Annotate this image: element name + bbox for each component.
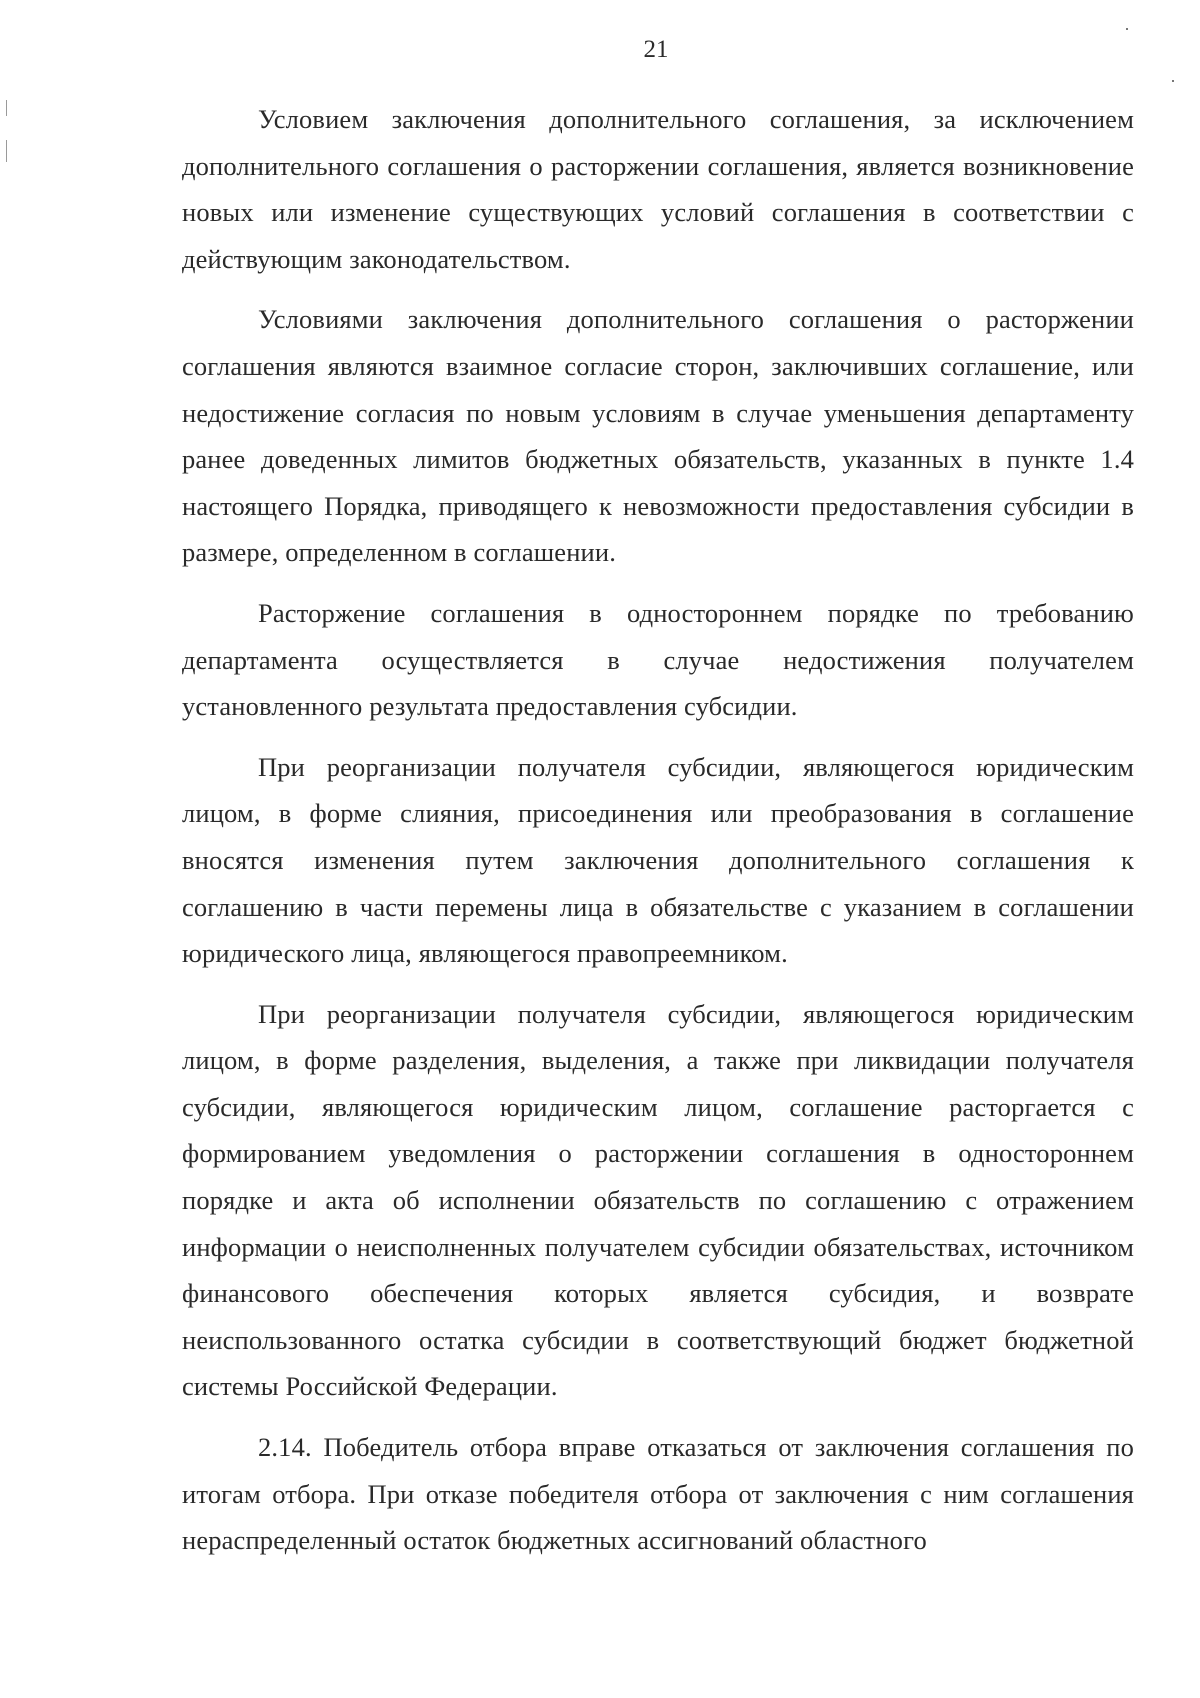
scan-artifact-dot	[1172, 80, 1174, 82]
paragraph: Условиями заключения дополнительного соглашения о расторжении соглашения являются взаимное согласие сторон, заключивших соглашение, или недостижение согласия по новым условиям в случае уменьшения департаменту ранее доведенных лимитов бюджетных обязательств, указанных в пункте 1.4 настоящего Порядка, приводящего к невозможности предоставления субсидии в размере, определенном в соглашении.	[182, 304, 1134, 568]
document-body	[182, 96, 1134, 1578]
paragraph: При реорганизации получателя субсидии, являющегося юридическим лицом, в форме разделения, выделения, а также при ликвидации получателя субсидии, являющегося юридическим лицом, соглашение расторгается с формированием уведомления о расторжении соглашения в одностороннем порядке и акта об исполнении обязательств по соглашению с отражением информации о неисполненных получателем субсидии обязательствах, источником финансового обеспечения которых является субсидия, и возврате неиспользованного остатка субсидии в соответствующий бюджет бюджетной системы Российской Федерации.	[182, 998, 1134, 1402]
page-number: 21	[643, 36, 669, 63]
paragraph: Расторжение соглашения в одностороннем порядке по требованию департамента осуществляется в случае недостижения получателем установленного результата предоставления субсидии.	[182, 597, 1134, 722]
scan-artifact-dot	[1126, 28, 1128, 30]
scan-artifact-line	[6, 100, 7, 116]
paragraph: 2.14. Победитель отбора вправе отказаться от заключения соглашения по итогам отбора. При отказе победителя отбора от заключения с ним соглашения нераспределенный остаток бюджетных ассигнований областного	[182, 1432, 1134, 1556]
paragraph: При реорганизации получателя субсидии, являющегося юридическим лицом, в форме слияния, присоединения или преобразования в соглашение вносятся изменения путем заключения дополнительного соглашения к соглашению в части перемены лица в обязательстве с указанием в соглашении юридического лица, являющегося правопреемником.	[182, 751, 1134, 969]
scan-artifact-line	[6, 140, 7, 162]
paragraph: Условием заключения дополнительного соглашения, за исключением дополнительного соглашения о расторжении соглашения, является возникновение новых или изменение существующих условий соглашения в соответствии с действующим законодательством.	[182, 104, 1134, 274]
